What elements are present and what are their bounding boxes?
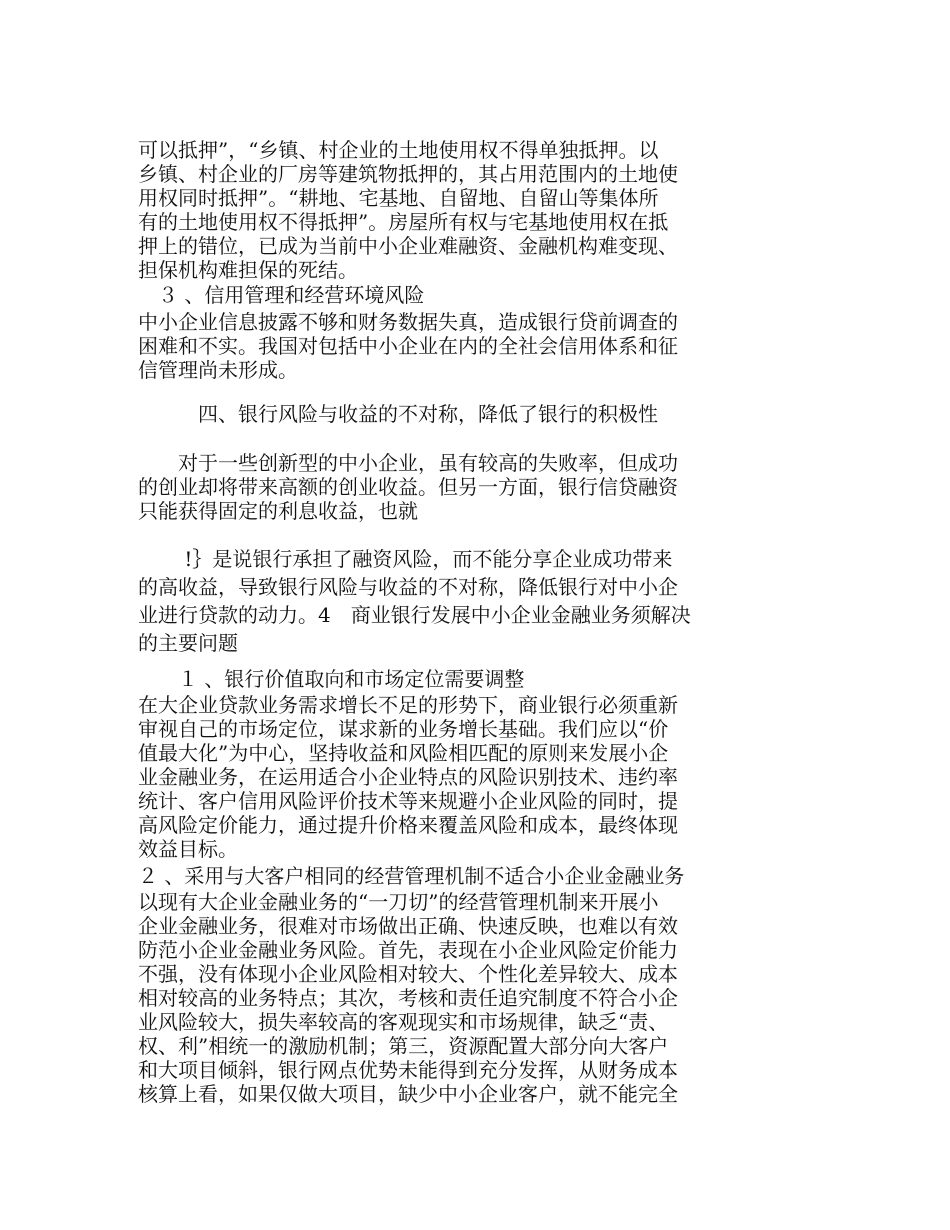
text-line: 对于一些创新型的中小企业，虽有较高的失败率，但成功	[138, 451, 678, 475]
text-line: 只能获得固定的利息收益，也就	[138, 499, 418, 523]
section-heading-4	[138, 402, 738, 426]
subsection-heading: ３ 、信用管理和经营环境风险	[138, 283, 425, 307]
text-line: 效益目标。	[138, 837, 238, 861]
text-line: 值最大化”为中心，坚持收益和风险相匹配的原则来发展小企	[138, 741, 669, 765]
text-line: !｝是说银行承担了融资风险，而不能分享企业成功带来	[138, 547, 673, 571]
text-line: 企业金融业务，很难对市场做出正确、快速反映，也难以有效	[138, 914, 678, 938]
text-line: 统计、客户信用风险评价技术等来规避小企业风险的同时，提	[138, 789, 678, 813]
text-line: 的创业却将带来高额的创业收益。但另一方面，银行信贷融资	[138, 475, 678, 499]
text-line: 中小企业信息披露不够和财务数据失真，造成银行贷前调查的	[138, 310, 678, 334]
text-line: 核算上看，如果仅做大项目，缺少中小企业客户，就不能完全	[138, 1082, 678, 1106]
text-line: 权、利”相统一的激励机制；第三，资源配置大部分向大客户	[138, 1034, 669, 1058]
text-line: 担保机构难担保的死结。	[138, 258, 358, 282]
text-line: 业金融业务，在运用适合小企业特点的风险识别技术、违约率	[138, 765, 678, 789]
text-line: 以现有大企业金融业务的“一刀切”的经营管理机制来开展小	[138, 890, 659, 914]
text-line: 困难和不实。我国对包括中小企业在内的全社会信用体系和征	[138, 334, 678, 358]
text-line: 和大项目倾斜，银行网点优势未能得到充分发挥，从财务成本	[138, 1058, 678, 1082]
text-line: 在大企业贷款业务需求增长不足的形势下，商业银行必须重新	[138, 693, 678, 717]
heading-3-credit-risk	[138, 283, 738, 307]
text-line: 押上的错位，已成为当前中小企业难融资、金融机构难变现、	[138, 234, 678, 258]
text-line: 业风险较大，损失率较高的客观现实和市场规律，缺乏“责、	[138, 1010, 669, 1034]
subsection-heading: ２ 、采用与大客户相同的经营管理机制不适合小企业金融业务	[138, 864, 685, 888]
subsection-heading: １ 、银行价值取向和市场定位需要调整	[138, 667, 525, 691]
paragraph-innovative-smes	[138, 451, 738, 523]
text-line: 高风险定价能力，通过提升价格来覆盖风险和成本，最终体现	[138, 813, 678, 837]
text-line: 乡镇、村企业的厂房等建筑物抵押的，其占用范围内的土地使	[138, 162, 678, 186]
text-line: 防范小企业金融业务风险。首先，表现在小企业风险定价能力	[138, 938, 678, 962]
section-heading: 四、银行风险与收益的不对称，降低了银行的积极性	[138, 402, 658, 426]
heading-1-value-orientation	[138, 667, 738, 691]
text-line: 用权同时抵押”。“耕地、宅基地、自留地、自留山等集体所	[138, 186, 659, 210]
text-line: 相对较高的业务特点；其次，考核和责任追究制度不符合小企	[138, 986, 678, 1010]
paragraph-management-mechanism	[138, 890, 738, 1106]
paragraph-collateral-land-rights	[138, 138, 738, 282]
text-line: 有的土地使用权不得抵押”。房屋所有权与宅基地使用权在抵	[138, 210, 669, 234]
text-line: 信管理尚未形成。	[138, 358, 298, 382]
paragraph-credit-risk	[138, 310, 738, 382]
paragraph-risk-asymmetry	[138, 545, 738, 657]
text-line: 的主要问题	[138, 631, 238, 655]
text-line: 不强，没有体现小企业风险相对较大、个性化差异较大、成本	[138, 962, 678, 986]
text-line: 审视自己的市场定位，谋求新的业务增长基础。我们应以“价	[138, 717, 669, 741]
heading-2-management-mechanism	[138, 864, 738, 888]
text-line: 的高收益，导致银行风险与收益的不对称，降低银行对中小企	[138, 575, 678, 599]
text-line: 业进行贷款的动力。4 商业银行发展中小企业金融业务须解决	[138, 603, 691, 627]
paragraph-value-orientation	[138, 693, 738, 861]
text-line: 可以抵押”，“乡镇、村企业的土地使用权不得单独抵押。以	[138, 138, 659, 162]
